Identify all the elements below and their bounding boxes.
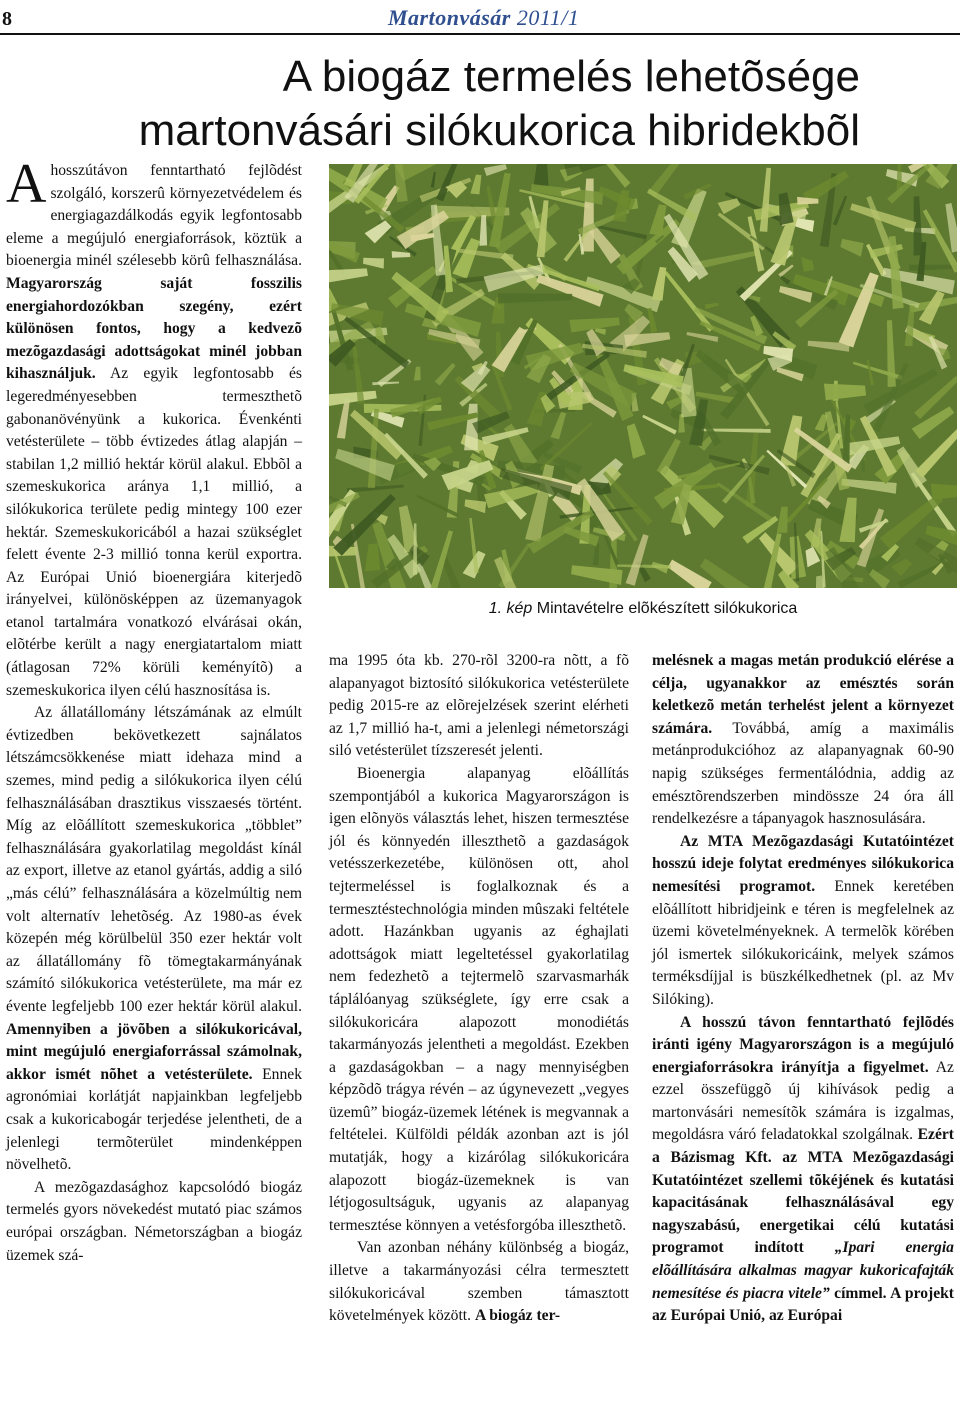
silage-photo <box>329 164 957 588</box>
text-run: Továbbá, amíg a maximális metánprodukcióhoz az alapanyagnak 60-90 napig szükséges fermentálódnia, addig az emésztõrendszerben mindössze 24 óra áll rendelkezésre a tápanyagok hasznosulására. <box>652 719 954 828</box>
silage-fragment <box>897 164 902 190</box>
col2-paragraph-2 <box>329 763 629 1237</box>
caption-number: 1. kép <box>488 600 533 617</box>
col3-paragraph-2 <box>652 831 954 1012</box>
text-run: Az MTA Mezõgazdasági Kutatóintézet hosszú ideje folytat eredményes silókukorica nemesítési programot. <box>652 832 954 895</box>
col3-paragraph-1 <box>652 650 954 831</box>
title-line-1: A biogáz termelés lehetõsége <box>282 52 860 101</box>
text-run: címmel. A projekt az Európai Unió, az Európai <box>652 1284 954 1325</box>
text-run: Bioenergia alapanyag elõállítás szempontjából a kukorica Magyarországon is igen elõnyös választás lehet, hiszen termesztése jól és könnyedén illeszthetõ a gazdaságok vetésszerkezetébe, különösen ott, ahol tejtermeléssel is foglalkoznak és a termesztéstechnológia minden mûszaki feltétele adott. Hazánkban ugyanis az éghajlati adottságok miatt legeltetéssel gyakorlatilag nem fedezhetõ a tejtermelõ szarvasmarhák táplálóanyag szükséglete, így erre csak a silókukoricára alapozott monodiétás takarmányozás jelentheti a megoldást. Ezekben a gazdaságokban – a nagy mennyiségben képzõdõ trágya révén – az úgynevezett „vegyes üzemû” biogáz-üzemek létének is megvannak a feltételei. Külföldi példák azonban azt is jól mutatják, hogy a kizárólag silókukoricára alapozott biogáz-üzemeknek is van létjogosultságuk, ugyanis az alapanyag termesztése könnyen a vetésforgóba illeszthetõ. <box>329 764 629 1234</box>
text-run: hosszútávon fenntartható fejlõdést szolgáló, korszerû környezetvédelem és energiagazdálkodás egyik legfontosabb eleme a megújuló energiaforrások, köztük a bioenergia minél szélesebb körû felhasználása. <box>6 162 302 270</box>
silage-fragment <box>931 484 957 500</box>
text-run: Ennek keretében elõállított hibridjeink e téren is megfelelnek az üzemi követelményeknek. A termelõk körében jól ismertek silókukoricáink, melyek számos terméksdíjjal is büszkélkedhetnek (pl. az Mv Silóking). <box>652 877 954 1008</box>
text-run: ma 1995 óta kb. 270-rõl 3200-ra nõtt, a fõ alapanyagot biztosító silókukorica vetésterülete pedig 2015-re az elõrejelzések szerint elérheti az 1,7 millió ha-t, ami a jelenlegi németországi siló vetésterület tízszeresét jelenti. <box>329 652 629 760</box>
column-1 <box>6 153 302 1267</box>
title-line-2: martonvásári silókukorica hibridekbõl <box>138 106 860 155</box>
page-number: 8 <box>2 8 12 30</box>
column-3 <box>652 650 954 1328</box>
drop-cap: A <box>6 153 47 215</box>
photo-caption <box>329 600 957 618</box>
col1-paragraph-3 <box>6 1177 302 1267</box>
text-run: A mezõgazdasághoz kapcsolódó biogáz termelés gyors növekedést mutató piac számos európai országban. Németországban a biogáz üzemek szá- <box>6 1178 302 1264</box>
text-run: Az állatállomány létszámának az elmúlt évtizedben bekövetkezett sajnálatos létszámcsökkenése miatt idehaza mind a szemes, mind pedig a silókukorica ilyen célú felhasználásában drasztikus visszaesés történt. Míg az elõállított szemeskukorica „többlet” felhasználására gyakorlatilag megoldást kínál az export, illetve az etanol gyártás, addig a siló „más célú” felhasználására a közelmúltig nem volt alternatív lehetõség. Az 1980-as évek közepén még körülbelül 350 ezer hektár volt az állatállomány fõ tömegtakarmányának számító silókukorica vetésterülete, ma már ez évente legfeljebb 100 ezer hektár körül alakul. <box>6 704 302 1015</box>
text-run: Van azonban néhány különbség a biogáz, illetve a takarmányozási célra termesztett silókukoricával szemben támasztott követelmények között. <box>329 1239 629 1325</box>
text-run: Ennek agronómiai korlátját napjainkban legfeljebb csak a kukoricabogár terjedése jelentheti, de a jelenlegi termõterület mindenképpen növelhetõ. <box>6 1065 302 1174</box>
text-run: Amennyiben a jövõben a silókukoricával, mint megújuló energiaforrással számolnak, akkor ismét nõhet a vetésterülete. <box>6 1020 302 1083</box>
col2-paragraph-1 <box>329 650 629 763</box>
col3-paragraph-3 <box>652 1012 954 1328</box>
header-brand <box>388 5 579 31</box>
header-rule <box>0 33 960 35</box>
text-run: Ezért a Bázismag Kft. az MTA Mezõgazdasági Kutatóintézet szellemi tõkéjének és kutatási kapacitásának felhasználásával egy nagyszabású, energetikai célú kutatási programot indított <box>652 1126 954 1257</box>
col1-paragraph-2 <box>6 702 302 1176</box>
article-title <box>139 50 860 158</box>
text-run: „Ipari energia elõállítására alkalmas magyar kukoricafajták nemesítése és piacra vitele” <box>652 1239 954 1302</box>
caption-text: Mintavételre elõkészített silókukorica <box>532 600 798 617</box>
text-run: melésnek a magas metán produkció elérése a célja, ugyanakkor az emésztés során keletkezõ metán terhelést jelent a környezet számára. <box>652 652 954 737</box>
text-run: Magyarország saját fosszilis energiahordozókban szegény, ezért különösen fontos, hogy a kedvezõ mezõgazdasági adottságokat minél jobban kihasználjuk. <box>6 274 302 383</box>
brand-name: Martonvásár <box>388 5 511 30</box>
text-run: Az ezzel összefüggõ új kihívások pedig a martonvásári nemesítõk számára is izgalmas, megoldásra váró feladatokkal szolgálnak. <box>652 1058 954 1144</box>
col1-paragraph-1 <box>6 153 302 702</box>
column-2 <box>329 650 629 1328</box>
col2-paragraph-3 <box>329 1237 629 1327</box>
text-run: A biogáz ter- <box>474 1307 561 1325</box>
text-run: A hosszú távon fenntartható fejlõdés iránti igény Magyarországon is a megújuló energiaforrásokra irányítja a figyelmet. <box>652 1013 954 1076</box>
issue-number: 2011/1 <box>510 5 580 30</box>
text-run: Az egyik legfontosabb és legeredményesebben termeszthetõ gabonanövényünk a kukorica. Évenkénti vetésterülete – több évtizedes átlag alapján – stabilan 1,2 millió hektár körül alakul. Ebbõl a szemeskukorica aránya 1,1 millió, a silókukorica területe pedig mintegy 100 ezer hektár. Szemeskukoricából a hazai szükséglet felett évente 2-3 millió tonna kerül exportra. Az Európai Unió bioenergiára kiterjedõ irányelvei, különösképpen az üzemanyagok etanol tartalmára vonatkozó elvárásai okán, elõtérbe került a nagy energiatartalom miatt (átlagosan 72% körüli keményítõ) a szemeskukorica ilyen célú hasznosítása is. <box>6 365 302 699</box>
